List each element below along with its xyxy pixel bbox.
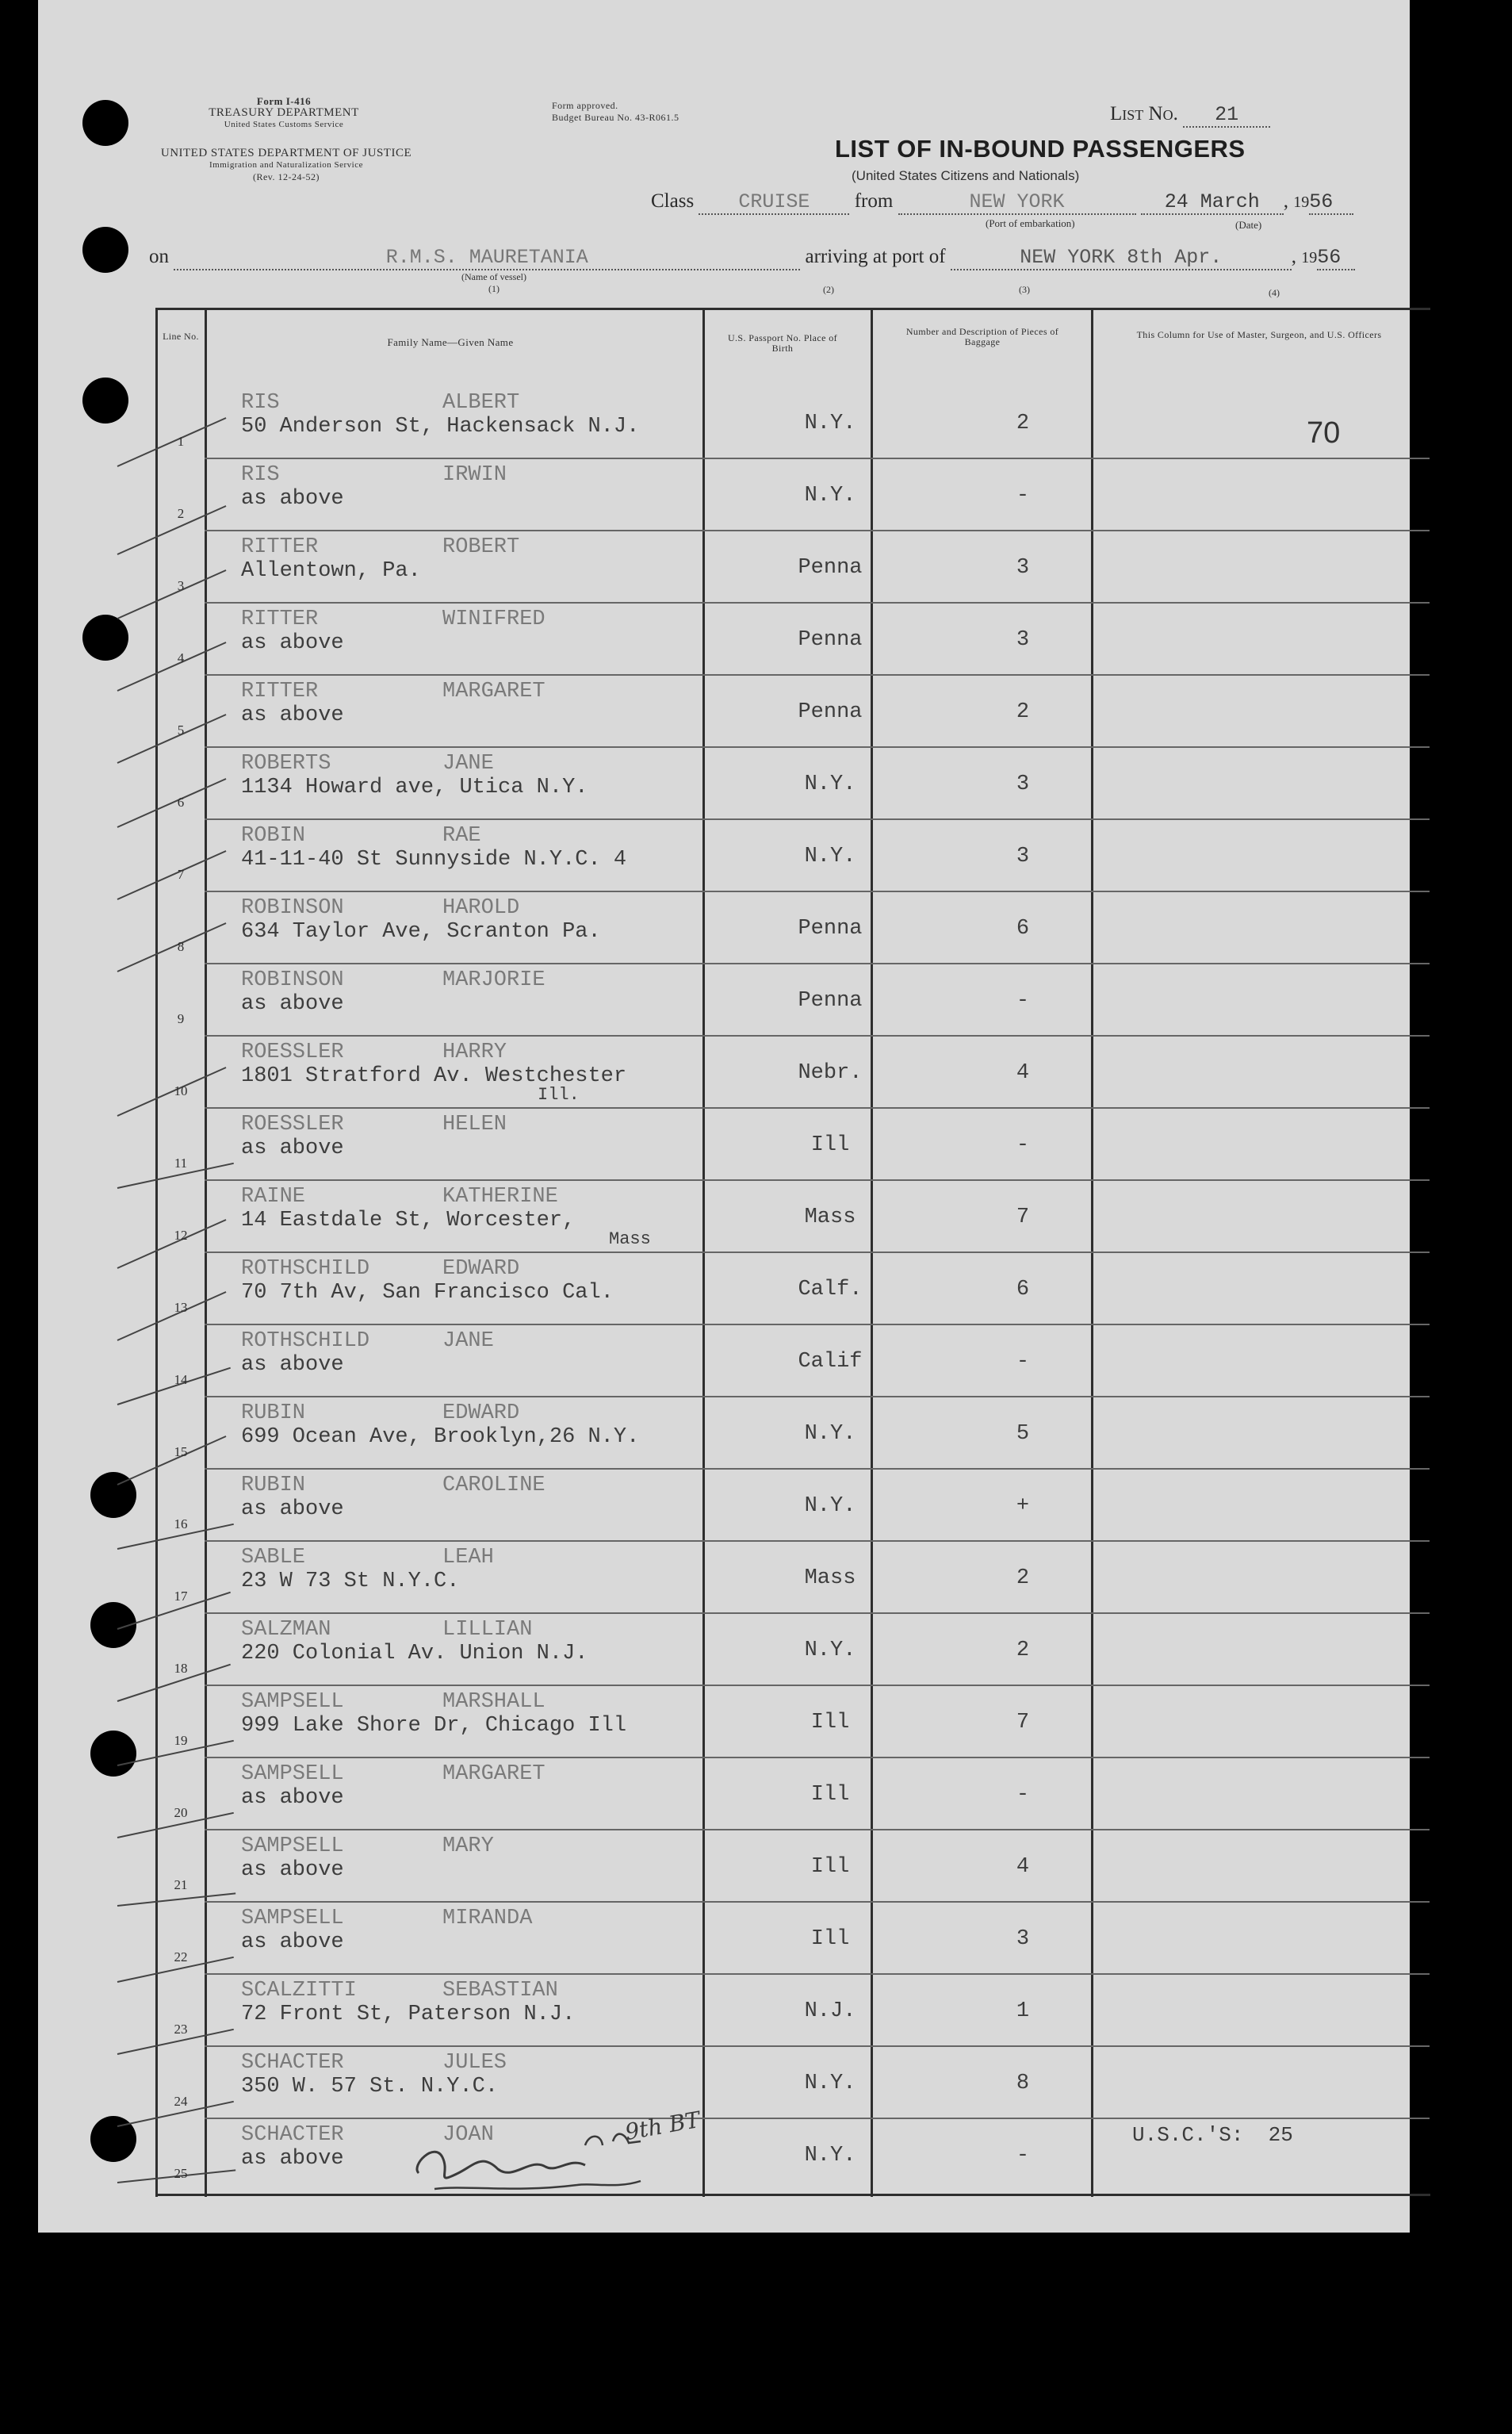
family-name: SCHACTER [241,2051,344,2075]
baggage-count: 3 [1016,772,1030,796]
list-value: 21 [1183,103,1270,128]
family-name: RITTER [241,608,319,631]
family-name: ROESSLER [241,1113,344,1137]
baggage-count: 2 [1016,700,1030,724]
family-name: ROBIN [241,824,306,848]
table-top-border [155,308,1430,310]
baggage-count: 1 [1016,1999,1030,2023]
table-row [38,1830,1410,1902]
place-of-birth: N.Y. [804,1639,856,1662]
address-continuation: Mass [609,1229,651,1249]
given-name: MARJORIE [442,968,545,992]
address: as above [241,1137,344,1160]
family-name: RUBIN [241,1474,306,1497]
line-number: 23 [174,2022,188,2037]
place-of-birth: Penna [798,700,863,724]
address: as above [241,1786,344,1810]
place-of-birth: N.Y. [804,2144,856,2168]
customs-label: United States Customs Service [224,120,344,129]
given-name: HAROLD [442,896,520,920]
given-name: MARY [442,1834,494,1858]
address: 70 7th Av, San Francisco Cal. [241,1281,614,1305]
place-of-birth: Calf. [798,1278,863,1301]
baggage-count: - [1016,484,1030,508]
table-row [38,675,1410,747]
arrival-year: 56 [1317,246,1355,270]
table-row [38,1541,1410,1613]
arriving-label: arriving at port of [805,246,946,267]
port-caption: (Port of embarkation) [986,217,1075,229]
given-name: EDWARD [442,1401,520,1425]
family-name: ROTHSCHILD [241,1257,370,1281]
date-value: 24 March [1141,190,1284,215]
line-number: 22 [174,1949,188,1964]
family-name: SABLE [241,1546,306,1570]
place-of-birth: Mass [804,1566,856,1590]
baggage-count: - [1016,1783,1030,1807]
address: Allentown, Pa. [241,559,421,583]
line-number: 1 [177,434,185,449]
place-of-birth: N.Y. [804,1422,856,1446]
baggage-count: 2 [1016,1566,1030,1590]
line-number: 24 [174,2094,188,2109]
given-name: CAROLINE [442,1474,545,1497]
family-name: SCHACTER [241,2123,344,2147]
family-name: SAMPSELL [241,1690,344,1714]
address: 699 Ocean Ave, Brooklyn,26 N.Y. [241,1425,640,1449]
table-row [38,1036,1410,1108]
place-of-birth: Ill [810,1927,850,1951]
line-number: 13 [174,1300,188,1315]
baggage-count: - [1016,989,1030,1013]
line-number: 12 [174,1228,188,1243]
line-number: 25 [174,2166,188,2181]
class-label: Class [651,190,695,212]
address-continuation: Ill. [538,1085,580,1105]
list-label: List No. [1110,103,1178,125]
table-row [38,2046,1410,2118]
given-name: EDWARD [442,1257,520,1281]
baggage-count: 4 [1016,1061,1030,1085]
baggage-count: 7 [1016,1206,1030,1229]
line-number: 11 [174,1156,188,1171]
class-line [651,190,1444,215]
given-name: LEAH [442,1546,494,1570]
family-name: ROTHSCHILD [241,1329,370,1353]
column-header-name: Family Name—Given Name [387,336,514,348]
table-row [38,1108,1410,1180]
form-block [181,95,387,131]
on-label: on [149,246,169,267]
given-name: MARGARET [442,1762,545,1786]
given-name: LILLIAN [442,1618,533,1642]
table-row [38,1397,1410,1469]
place-of-birth: N.J. [804,1999,856,2023]
from-value: NEW YORK [898,190,1136,215]
column-header-line: Line No. [163,331,199,342]
line-number: 14 [174,1372,188,1387]
family-name: RITTER [241,535,319,559]
table-row [38,891,1410,964]
family-name: SAMPSELL [241,1762,344,1786]
address: 999 Lake Shore Dr, Chicago Ill [241,1714,627,1738]
place-of-birth: Ill [810,1783,850,1807]
baggage-count: + [1016,1494,1030,1518]
baggage-count: - [1016,2144,1030,2168]
class-value: CRUISE [699,190,849,215]
baggage-count: - [1016,1350,1030,1374]
place-of-birth: Calif [798,1350,863,1374]
place-of-birth: Penna [798,556,863,580]
handwritten-count: 70 [1307,416,1341,450]
given-name: MIRANDA [442,1907,533,1930]
approval-label: Form approved. [552,100,618,111]
baggage-count: 2 [1016,412,1030,435]
ins-label: Immigration and Naturalization Service [209,160,364,170]
line-number: 19 [174,1733,188,1748]
line-number: 4 [177,650,185,665]
address: as above [241,1858,344,1882]
year-prefix: 19 [1301,249,1318,266]
line-number: 15 [174,1444,188,1459]
year-prefix: 19 [1293,194,1310,211]
vessel-caption-text: (Name of vessel) [461,271,526,282]
given-name: MARGARET [442,680,545,703]
given-name: MARSHALL [442,1690,545,1714]
date-separator: , [1291,246,1297,267]
place-of-birth: Penna [798,989,863,1013]
given-name: JANE [442,1329,494,1353]
place-of-birth: Mass [804,1206,856,1229]
page-subtitle: (United States Citizens and Nationals) [852,168,1080,183]
table-row [38,1324,1410,1397]
family-name: SALZMAN [241,1618,331,1642]
table-row [38,1974,1410,2046]
baggage-count: 3 [1016,845,1030,868]
family-name: SCALZITTI [241,1979,357,2003]
table-row [38,747,1410,819]
baggage-count: 4 [1016,1855,1030,1879]
manifest-page [38,0,1410,2233]
address: 23 W 73 St N.Y.C. [241,1570,460,1593]
line-number: 8 [177,939,185,954]
column-header-officers: This Column for Use of Master, Surgeon, and U.S. Officers [1136,329,1382,340]
family-name: SAMPSELL [241,1907,344,1930]
address: as above [241,631,344,655]
family-name: RAINE [241,1185,306,1209]
place-of-birth: N.Y. [804,845,856,868]
approval-block [552,100,742,124]
given-name: HARRY [442,1041,507,1064]
baggage-count: 7 [1016,1711,1030,1734]
table-row [38,819,1410,891]
baggage-count: 3 [1016,556,1030,580]
address: 634 Taylor Ave, Scranton Pa. [241,920,601,944]
address: as above [241,487,344,511]
address: as above [241,1930,344,1954]
line-number: 5 [177,723,185,738]
place-of-birth: Ill [810,1711,850,1734]
given-name: RAE [442,824,481,848]
given-name: JOAN [442,2123,494,2147]
baggage-count: 6 [1016,917,1030,941]
address: 41-11-40 St Sunnyside N.Y.C. 4 [241,848,627,872]
table-row [38,964,1410,1036]
family-name: RIS [241,391,280,415]
column-header-baggage: Number and Description of Pieces of Baggage [905,326,1059,347]
column-number-3: (3) [1019,284,1030,295]
justice-block [147,148,425,183]
place-of-birth: Nebr. [798,1061,863,1085]
given-name: SEBASTIAN [442,1979,558,2003]
punch-hole [82,100,128,146]
given-name: ALBERT [442,391,520,415]
baggage-count: - [1016,1133,1030,1157]
table-row [38,1469,1410,1541]
family-name: SAMPSELL [241,1834,344,1858]
table-row [38,1757,1410,1830]
line-number: 17 [174,1589,188,1604]
line-number: 16 [174,1516,188,1531]
table-bottom-border [155,2194,1430,2196]
table-row [38,1613,1410,1685]
justice-label: UNITED STATES DEPARTMENT OF JUSTICE [160,147,412,159]
form-number: Form I-416 [256,95,312,107]
place-of-birth: Penna [798,628,863,652]
table-row [38,1180,1410,1252]
column-number-4: (4) [1269,287,1280,298]
address: as above [241,1497,344,1521]
baggage-count: 8 [1016,2072,1030,2095]
given-name: ROBERT [442,535,520,559]
line-number: 7 [177,867,185,882]
arrival-port: NEW YORK 8th Apr. [951,246,1292,270]
address: 220 Colonial Av. Union N.J. [241,1642,588,1665]
given-name: HELEN [442,1113,507,1137]
list-number [1110,103,1270,128]
given-name: WINIFRED [442,608,545,631]
table-row [38,1902,1410,1974]
column-header-passport: U.S. Passport No. Place of Birth [727,332,838,354]
table-row [38,386,1410,458]
place-of-birth: Penna [798,917,863,941]
line-number: 9 [177,1011,185,1026]
baggage-count: 3 [1016,1927,1030,1951]
vessel-caption [442,271,545,295]
family-name: ROBINSON [241,896,344,920]
year-value: 56 [1309,190,1353,215]
table-row [38,458,1410,531]
line-number: 20 [174,1805,188,1820]
address: 72 Front St, Paterson N.J. [241,2003,576,2026]
address: 350 W. 57 St. N.Y.C. [241,2075,499,2099]
baggage-count: 6 [1016,1278,1030,1301]
family-name: RIS [241,463,280,487]
column-number-2: (2) [823,284,834,295]
date-separator: , [1283,190,1289,212]
vessel-name: R.M.S. MAURETANIA [174,246,800,270]
given-name: KATHERINE [442,1185,558,1209]
family-name: ROESSLER [241,1041,344,1064]
table-row [38,603,1410,675]
place-of-birth: N.Y. [804,1494,856,1518]
line-number: 3 [177,578,185,593]
place-of-birth: N.Y. [804,412,856,435]
signature-note: 9th BT [622,2106,702,2146]
table-row [38,1252,1410,1324]
place-of-birth: N.Y. [804,484,856,508]
table-row [38,531,1410,603]
address: 1134 Howard ave, Utica N.Y. [241,776,588,799]
place-of-birth: N.Y. [804,772,856,796]
address: 14 Eastdale St, Worcester, [241,1209,576,1232]
given-name: JANE [442,752,494,776]
baggage-count: 3 [1016,628,1030,652]
given-name: JULES [442,2051,507,2075]
family-name: RUBIN [241,1401,306,1425]
address: as above [241,992,344,1016]
column-number-1: (1) [488,283,500,294]
revision-label: (Rev. 12-24-52) [252,171,320,182]
place-of-birth: Ill [810,1855,850,1879]
table-row [38,1685,1410,1757]
vessel-line [149,246,1434,270]
from-label: from [854,190,894,212]
line-number: 10 [174,1083,188,1098]
line-number: 21 [174,1877,188,1892]
baggage-count: 2 [1016,1639,1030,1662]
family-name: ROBERTS [241,752,331,776]
address: as above [241,703,344,727]
budget-label: Budget Bureau No. 43-R061.5 [552,112,679,123]
place-of-birth: Ill [810,1133,850,1157]
line-number: 2 [177,506,185,521]
place-of-birth: N.Y. [804,2072,856,2095]
baggage-count: 5 [1016,1422,1030,1446]
address: 50 Anderson St, Hackensack N.J. [241,415,640,439]
punch-hole [82,227,128,273]
treasury-label: TREASURY DEPARTMENT [209,106,359,119]
address: 1801 Stratford Av. Westchester [241,1064,627,1088]
line-number: 18 [174,1661,188,1676]
page-title: LIST OF IN-BOUND PASSENGERS [835,135,1246,163]
family-name: RITTER [241,680,319,703]
date-caption: (Date) [1235,219,1262,231]
given-name: IRWIN [442,463,507,487]
family-name: ROBINSON [241,968,344,992]
address: as above [241,1353,344,1377]
address: as above [241,2147,344,2171]
uscs-count: U.S.C.'S: 25 [1132,2123,1293,2147]
line-number: 6 [177,795,185,810]
